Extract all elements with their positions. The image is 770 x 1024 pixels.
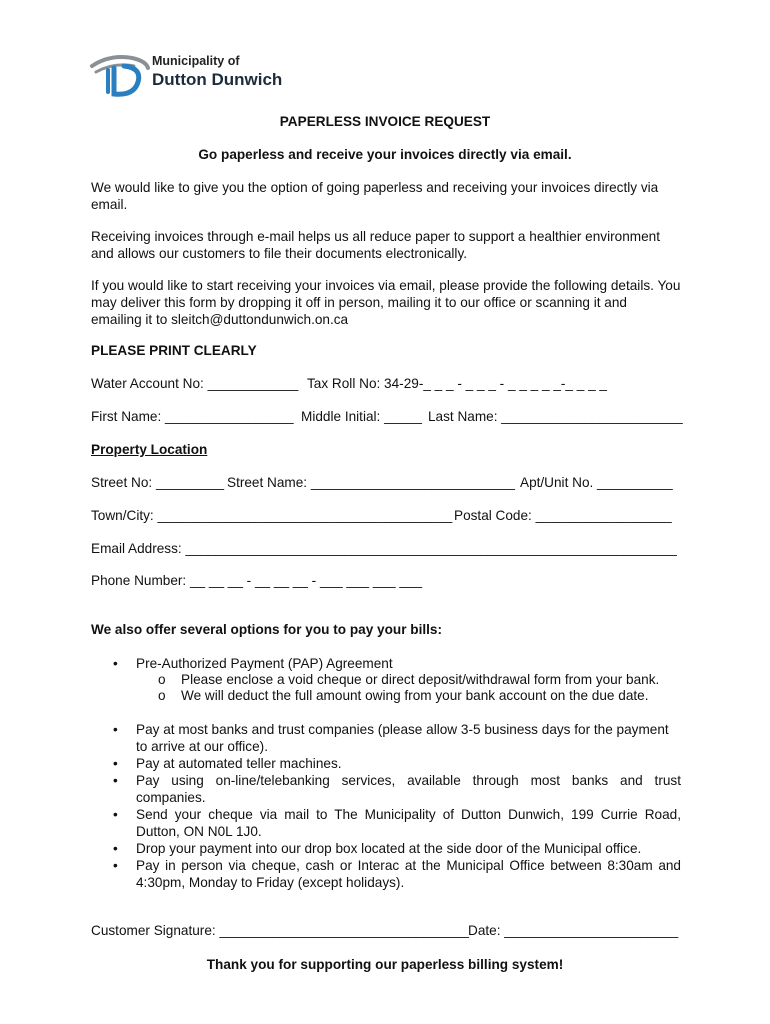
customer-signature-field[interactable]: Customer Signature: _________________________________: [91, 923, 469, 938]
property-location-heading: Property Location: [91, 442, 208, 457]
page-subtitle: Go paperless and receive your invoices directly via email.: [198, 147, 572, 162]
circle-bullet-icon: o: [158, 672, 166, 687]
pap-option: Pre-Authorized Payment (PAP) Agreement: [136, 656, 393, 671]
pap-sub-item-2: We will deduct the full amount owing from your bank account on the due date.: [181, 688, 649, 703]
apt-unit-field[interactable]: Apt/Unit No. __________: [520, 475, 673, 490]
bullet-icon: •: [113, 841, 118, 856]
payment-option-1: Pay at most banks and trust companies (please allow 3-5 business days for the payment to arrive at our office).: [136, 722, 669, 754]
thank-you-note: Thank you for supporting our paperless billing system!: [206, 957, 564, 972]
payment-option-6: Pay in person via cheque, cash or Interac at the Municipal Office between 8:30am and 4:30pm, Monday to Friday (except holidays).: [136, 858, 681, 890]
bullet-icon: •: [113, 756, 118, 771]
last-name-field[interactable]: Last Name: ________________________: [428, 409, 683, 424]
payment-option-4: Send your cheque via mail to The Municipality of Dutton Dunwich, 199 Currie Road, Dutton, ON N0L 1J0.: [136, 807, 681, 839]
tax-roll-field[interactable]: Tax Roll No: 34-29-_ _ _ - _ _ _ - _ _ _ _ _-_ _ _ _: [307, 376, 607, 391]
bullet-icon: •: [113, 807, 118, 822]
payment-option-5: Drop your payment into our drop box located at the side door of the Municipal office.: [136, 841, 642, 856]
logo-text-line1: Municipality of: [152, 54, 240, 68]
payment-option-3: Pay using on-line/telebanking services, available through most banks and trust companies.: [136, 773, 681, 805]
bullet-icon: •: [113, 656, 118, 671]
circle-bullet-icon: o: [158, 688, 166, 703]
middle-initial-field[interactable]: Middle Initial: _____: [301, 409, 422, 424]
bullet-icon: •: [113, 722, 118, 737]
bullet-icon: •: [113, 773, 118, 788]
postal-code-field[interactable]: Postal Code: __________________: [454, 508, 672, 523]
street-no-field[interactable]: Street No: _________: [91, 475, 225, 490]
phone-number-field[interactable]: Phone Number: __ __ __ - __ __ __ - ___ ___ ___ ___: [91, 573, 423, 588]
intro-paragraph-1: We would like to give you the option of going paperless and receiving your invoices directly via email.: [91, 180, 659, 212]
logo-text-line2: Dutton Dunwich: [152, 70, 283, 89]
town-city-field[interactable]: Town/City: _______________________________________: [91, 508, 453, 523]
pap-sub-item-1: Please enclose a void cheque or direct deposit/withdrawal form from your bank.: [181, 672, 660, 687]
water-account-field[interactable]: Water Account No: ____________: [91, 376, 299, 391]
first-name-field[interactable]: First Name: _________________: [91, 409, 294, 424]
intro-paragraph-2: Receiving invoices through e-mail helps us all reduce paper to support a healthier environment and allows our customers to file their documents electronically.: [91, 229, 660, 261]
email-address-field[interactable]: Email Address: _________________________________________________________________: [91, 541, 677, 556]
intro-paragraph-3: If you would like to start receiving your invoices via email, please provide the following details. You may deliver this form by dropping it off in person, mailing it to our office or scanning it and emailing it to sleitch@duttondunwich.on.ca: [91, 278, 681, 327]
payment-options-heading: We also offer several options for you to pay your bills:: [91, 622, 442, 637]
dutton-dunwich-logo-mark: [88, 52, 150, 100]
date-field[interactable]: Date: _______________________: [468, 923, 679, 938]
print-clearly-heading: PLEASE PRINT CLEARLY: [91, 343, 257, 358]
municipality-logo: [88, 50, 288, 100]
payment-option-2: Pay at automated teller machines.: [136, 756, 342, 771]
bullet-icon: •: [113, 858, 118, 873]
page-title: PAPERLESS INVOICE REQUEST: [279, 114, 491, 129]
street-name-field[interactable]: Street Name: ___________________________: [227, 475, 515, 490]
